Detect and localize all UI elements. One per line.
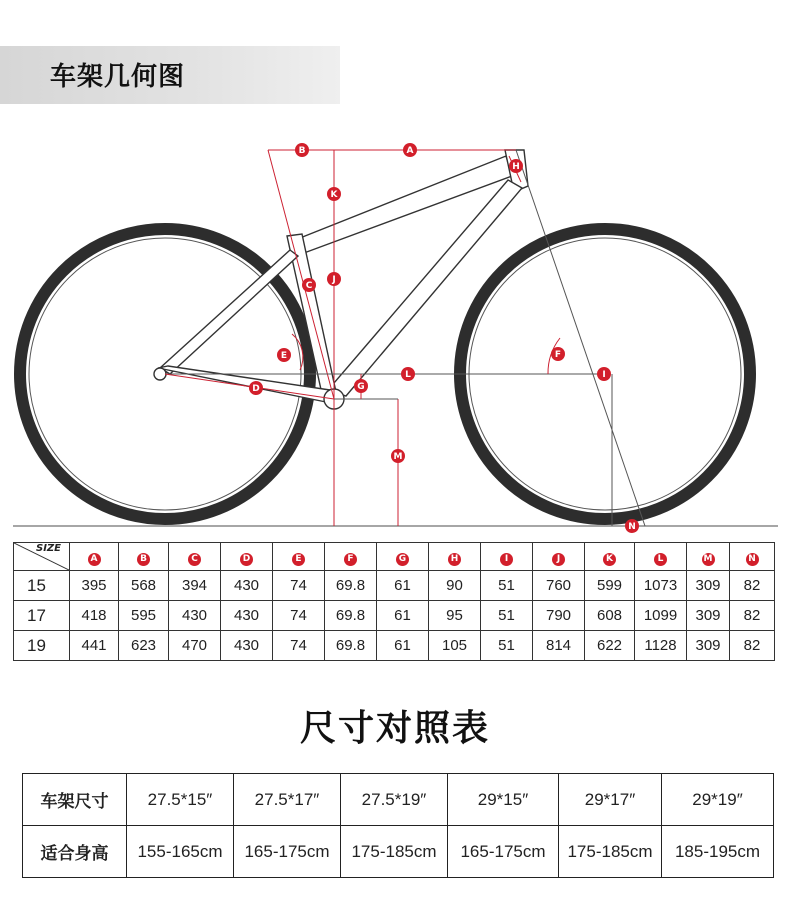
svg-text:D: D [252,384,260,394]
col-f-badge: F [344,553,357,566]
cell: 599 [585,571,635,601]
geometry-table [13,542,775,661]
rider-height-cell: 155-165cm [127,826,234,878]
size-chart-table [22,773,774,878]
col-g-badge: G [396,553,409,566]
cell: 441 [70,631,119,661]
cell: 1073 [635,571,687,601]
frame-size-cell: 29*15″ [448,774,559,826]
cell: 568 [119,571,169,601]
cell: 61 [377,601,429,631]
row-size: 15 [14,571,70,601]
label-e [277,348,291,362]
col-l-badge: L [654,553,667,566]
cell: 814 [533,631,585,661]
col-n-badge: N [746,553,759,566]
frame-size-cell: 27.5*15″ [127,774,234,826]
frame-size-cell: 27.5*17″ [234,774,341,826]
cell: 595 [119,601,169,631]
label-c [302,278,316,292]
cell: 608 [585,601,635,631]
label-n [625,519,639,533]
cell: 309 [687,571,730,601]
col-h-badge: H [448,553,461,566]
rider-height-cell: 175-185cm [559,826,662,878]
col-header [119,543,169,571]
size-header-label: SIZE [36,543,62,554]
cell: 82 [730,571,775,601]
geometry-row [14,571,775,601]
svg-text:N: N [628,522,636,532]
bike-frame [154,150,528,409]
col-e-badge: E [292,553,305,566]
rider-height-cell: 165-175cm [234,826,341,878]
col-header [687,543,730,571]
col-header [585,543,635,571]
label-g [354,379,368,393]
frame-size-row [23,774,774,826]
cell: 74 [273,571,325,601]
frame-size-cell: 29*19″ [662,774,774,826]
cell: 309 [687,601,730,631]
label-k [327,187,341,201]
cell: 623 [119,631,169,661]
label-a [403,143,417,157]
col-header [429,543,481,571]
col-m-badge: M [702,553,715,566]
label-i [597,367,611,381]
geometry-row [14,601,775,631]
svg-text:K: K [330,190,338,200]
label-j [327,272,341,286]
cell: 95 [429,601,481,631]
svg-text:G: G [357,382,365,392]
label-h [509,159,523,173]
col-d-badge: D [240,553,253,566]
frame-size-label: 车架尺寸 [23,774,127,826]
col-header [730,543,775,571]
geometry-row [14,631,775,661]
cell: 1099 [635,601,687,631]
cell: 790 [533,601,585,631]
cell: 74 [273,601,325,631]
col-header [377,543,429,571]
col-header [221,543,273,571]
cell: 69.8 [325,631,377,661]
cell: 395 [70,571,119,601]
svg-text:I: I [602,370,606,380]
col-header [273,543,325,571]
cell: 430 [221,601,273,631]
svg-text:J: J [332,275,336,285]
svg-text:A: A [406,146,414,156]
svg-text:M: M [393,452,403,462]
label-l [401,367,415,381]
col-j-badge: J [552,553,565,566]
frame-size-cell: 29*17″ [559,774,662,826]
cell: 61 [377,631,429,661]
col-i-badge: I [500,553,513,566]
cell: 69.8 [325,601,377,631]
cell: 51 [481,601,533,631]
svg-text:B: B [298,146,306,156]
col-header [325,543,377,571]
row-size: 17 [14,601,70,631]
rider-height-row [23,826,774,878]
cell: 61 [377,571,429,601]
label-b [295,143,309,157]
cell: 69.8 [325,571,377,601]
svg-text:C: C [305,281,313,291]
geometry-header-row [14,543,775,571]
cell: 622 [585,631,635,661]
rider-height-cell: 165-175cm [448,826,559,878]
cell: 394 [169,571,221,601]
svg-text:E: E [280,351,288,361]
col-header [169,543,221,571]
col-a-badge: A [88,553,101,566]
cell: 470 [169,631,221,661]
frame-geometry-diagram [0,110,790,535]
svg-text:H: H [512,162,520,172]
cell: 82 [730,631,775,661]
col-header [635,543,687,571]
cell: 51 [481,571,533,601]
rider-height-cell: 185-195cm [662,826,774,878]
col-header [533,543,585,571]
cell: 51 [481,631,533,661]
page-title: 车架几何图 [50,62,186,92]
col-k-badge: K [603,553,616,566]
cell: 309 [687,631,730,661]
cell: 82 [730,601,775,631]
rider-height-cell: 175-185cm [341,826,448,878]
rider-height-label: 适合身高 [23,826,127,878]
cell: 105 [429,631,481,661]
label-d [249,381,263,395]
size-chart-title: 尺寸对照表 [299,708,490,749]
cell: 90 [429,571,481,601]
col-header [481,543,533,571]
frame-size-cell: 27.5*19″ [341,774,448,826]
svg-text:F: F [554,350,562,360]
col-c-badge: C [188,553,201,566]
cell: 430 [221,571,273,601]
col-b-badge: B [137,553,150,566]
cell: 430 [221,631,273,661]
cell: 760 [533,571,585,601]
label-m [391,449,405,463]
cell: 418 [70,601,119,631]
col-header [70,543,119,571]
cell: 74 [273,631,325,661]
label-f [551,347,565,361]
cell: 1128 [635,631,687,661]
row-size: 19 [14,631,70,661]
size-header-cell [14,543,70,571]
cell: 430 [169,601,221,631]
svg-text:L: L [405,370,411,380]
